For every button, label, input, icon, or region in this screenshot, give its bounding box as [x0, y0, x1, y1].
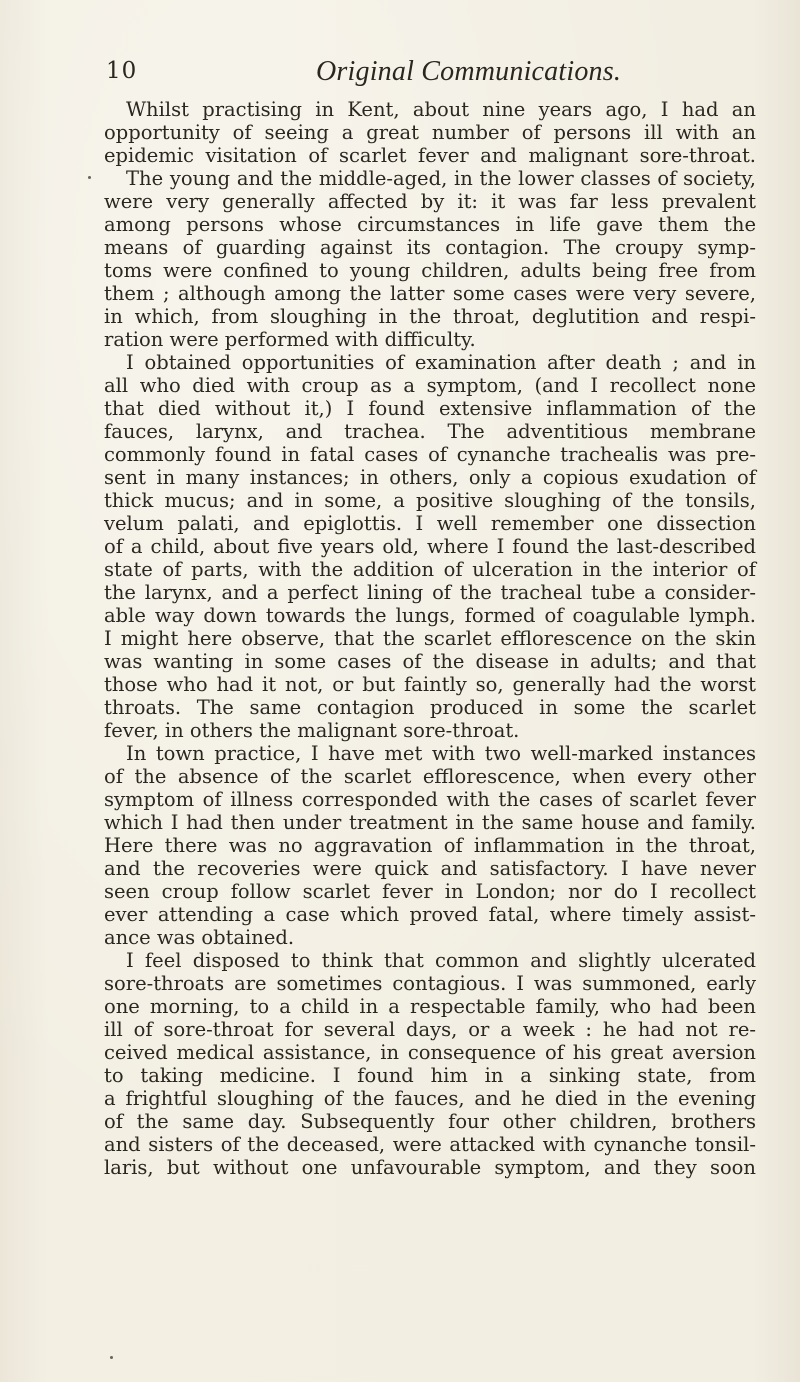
- text-line: of the absence of the scarlet efflorescence, when every other: [104, 765, 756, 788]
- text-line: ceived medical assistance, in consequence of his great aversion: [104, 1041, 756, 1064]
- text-line: among persons whose circumstances in life gave them the: [104, 213, 756, 236]
- text-line: ever attending a case which proved fatal, where timely assist-: [104, 903, 756, 926]
- text-line: thick mucus; and in some, a positive sloughing of the tonsils,: [104, 489, 756, 512]
- text-line: velum palati, and epiglottis. I well remember one dissection: [104, 512, 756, 535]
- margin-speck: [88, 176, 91, 179]
- text-line: means of guarding against its contagion. The croupy symp-: [104, 236, 756, 259]
- text-line: was wanting in some cases of the disease in adults; and that: [104, 650, 756, 673]
- text-line: a frightful sloughing of the fauces, and he died in the evening: [104, 1087, 756, 1110]
- text-line: ration were performed with difficulty.: [104, 328, 476, 351]
- text-line: I feel disposed to think that common and slightly ulcerated: [126, 949, 756, 972]
- text-line: of the same day. Subsequently four other children, brothers: [104, 1110, 756, 1133]
- text-line: able way down towards the lungs, formed of coagulable lymph.: [104, 604, 756, 627]
- text-line: throats. The same contagion produced in some the scarlet: [104, 696, 756, 719]
- body-text: [104, 98, 756, 1179]
- text-line: and sisters of the deceased, were attacked with cynanche tonsil-: [104, 1133, 756, 1156]
- text-line: laris, but without one unfavourable symptom, and they soon: [104, 1156, 756, 1179]
- margin-speck: [110, 1356, 113, 1359]
- text-line: sent in many instances; in others, only a copious exudation of: [104, 466, 756, 489]
- text-line: Here there was no aggravation of inflammation in the throat,: [104, 834, 756, 857]
- text-line: seen croup follow scarlet fever in London; nor do I recollect: [104, 880, 756, 903]
- text-line: that died without it,) I found extensive inflammation of the: [104, 397, 756, 420]
- text-line: those who had it not, or but faintly so, generally had the worst: [104, 673, 756, 696]
- text-line: were very generally affected by it: it was far less prevalent: [104, 190, 756, 213]
- text-line: of a child, about five years old, where I found the last-described: [104, 535, 756, 558]
- text-line: epidemic visitation of scarlet fever and malignant sore-throat.: [104, 144, 756, 167]
- text-line: one morning, to a child in a respectable family, who had been: [104, 995, 756, 1018]
- text-line: ance was obtained.: [104, 926, 295, 949]
- text-line: fauces, larynx, and trachea. The adventitious membrane: [104, 420, 756, 443]
- text-line: toms were confined to young children, adults being free from: [104, 259, 756, 282]
- running-title: Original Communications.: [316, 56, 622, 87]
- text-line: sore-throats are sometimes contagious. I was summoned, early: [104, 972, 756, 995]
- text-line: state of parts, with the addition of ulceration in the interior of: [104, 558, 756, 581]
- page-number: 10: [106, 58, 138, 84]
- text-line: In town practice, I have met with two well-marked instances: [126, 742, 756, 765]
- text-line: them ; although among the latter some cases were very severe,: [104, 282, 756, 305]
- text-line: which I had then under treatment in the same house and family.: [104, 811, 756, 834]
- text-line: all who died with croup as a symptom, (and I recollect none: [104, 374, 756, 397]
- running-head: [106, 58, 754, 92]
- text-line: The young and the middle-aged, in the lower classes of society,: [126, 167, 756, 190]
- text-line: Whilst practising in Kent, about nine years ago, I had an: [126, 98, 756, 121]
- text-line: I might here observe, that the scarlet efflorescence on the skin: [104, 627, 756, 650]
- text-line: fever, in others the malignant sore-throat.: [104, 719, 520, 742]
- text-line: commonly found in fatal cases of cynanche trachealis was pre-: [104, 443, 756, 466]
- text-line: to taking medicine. I found him in a sinking state, from: [104, 1064, 756, 1087]
- text-line: ill of sore-throat for several days, or a week : he had not re-: [104, 1018, 756, 1041]
- text-line: symptom of illness corresponded with the cases of scarlet fever: [104, 788, 756, 811]
- text-line: in which, from sloughing in the throat, deglutition and respi-: [104, 305, 756, 328]
- text-line: and the recoveries were quick and satisfactory. I have never: [104, 857, 756, 880]
- text-line: opportunity of seeing a great number of persons ill with an: [104, 121, 756, 144]
- text-line: I obtained opportunities of examination after death ; and in: [126, 351, 756, 374]
- text-line: the larynx, and a perfect lining of the tracheal tube a consider-: [104, 581, 756, 604]
